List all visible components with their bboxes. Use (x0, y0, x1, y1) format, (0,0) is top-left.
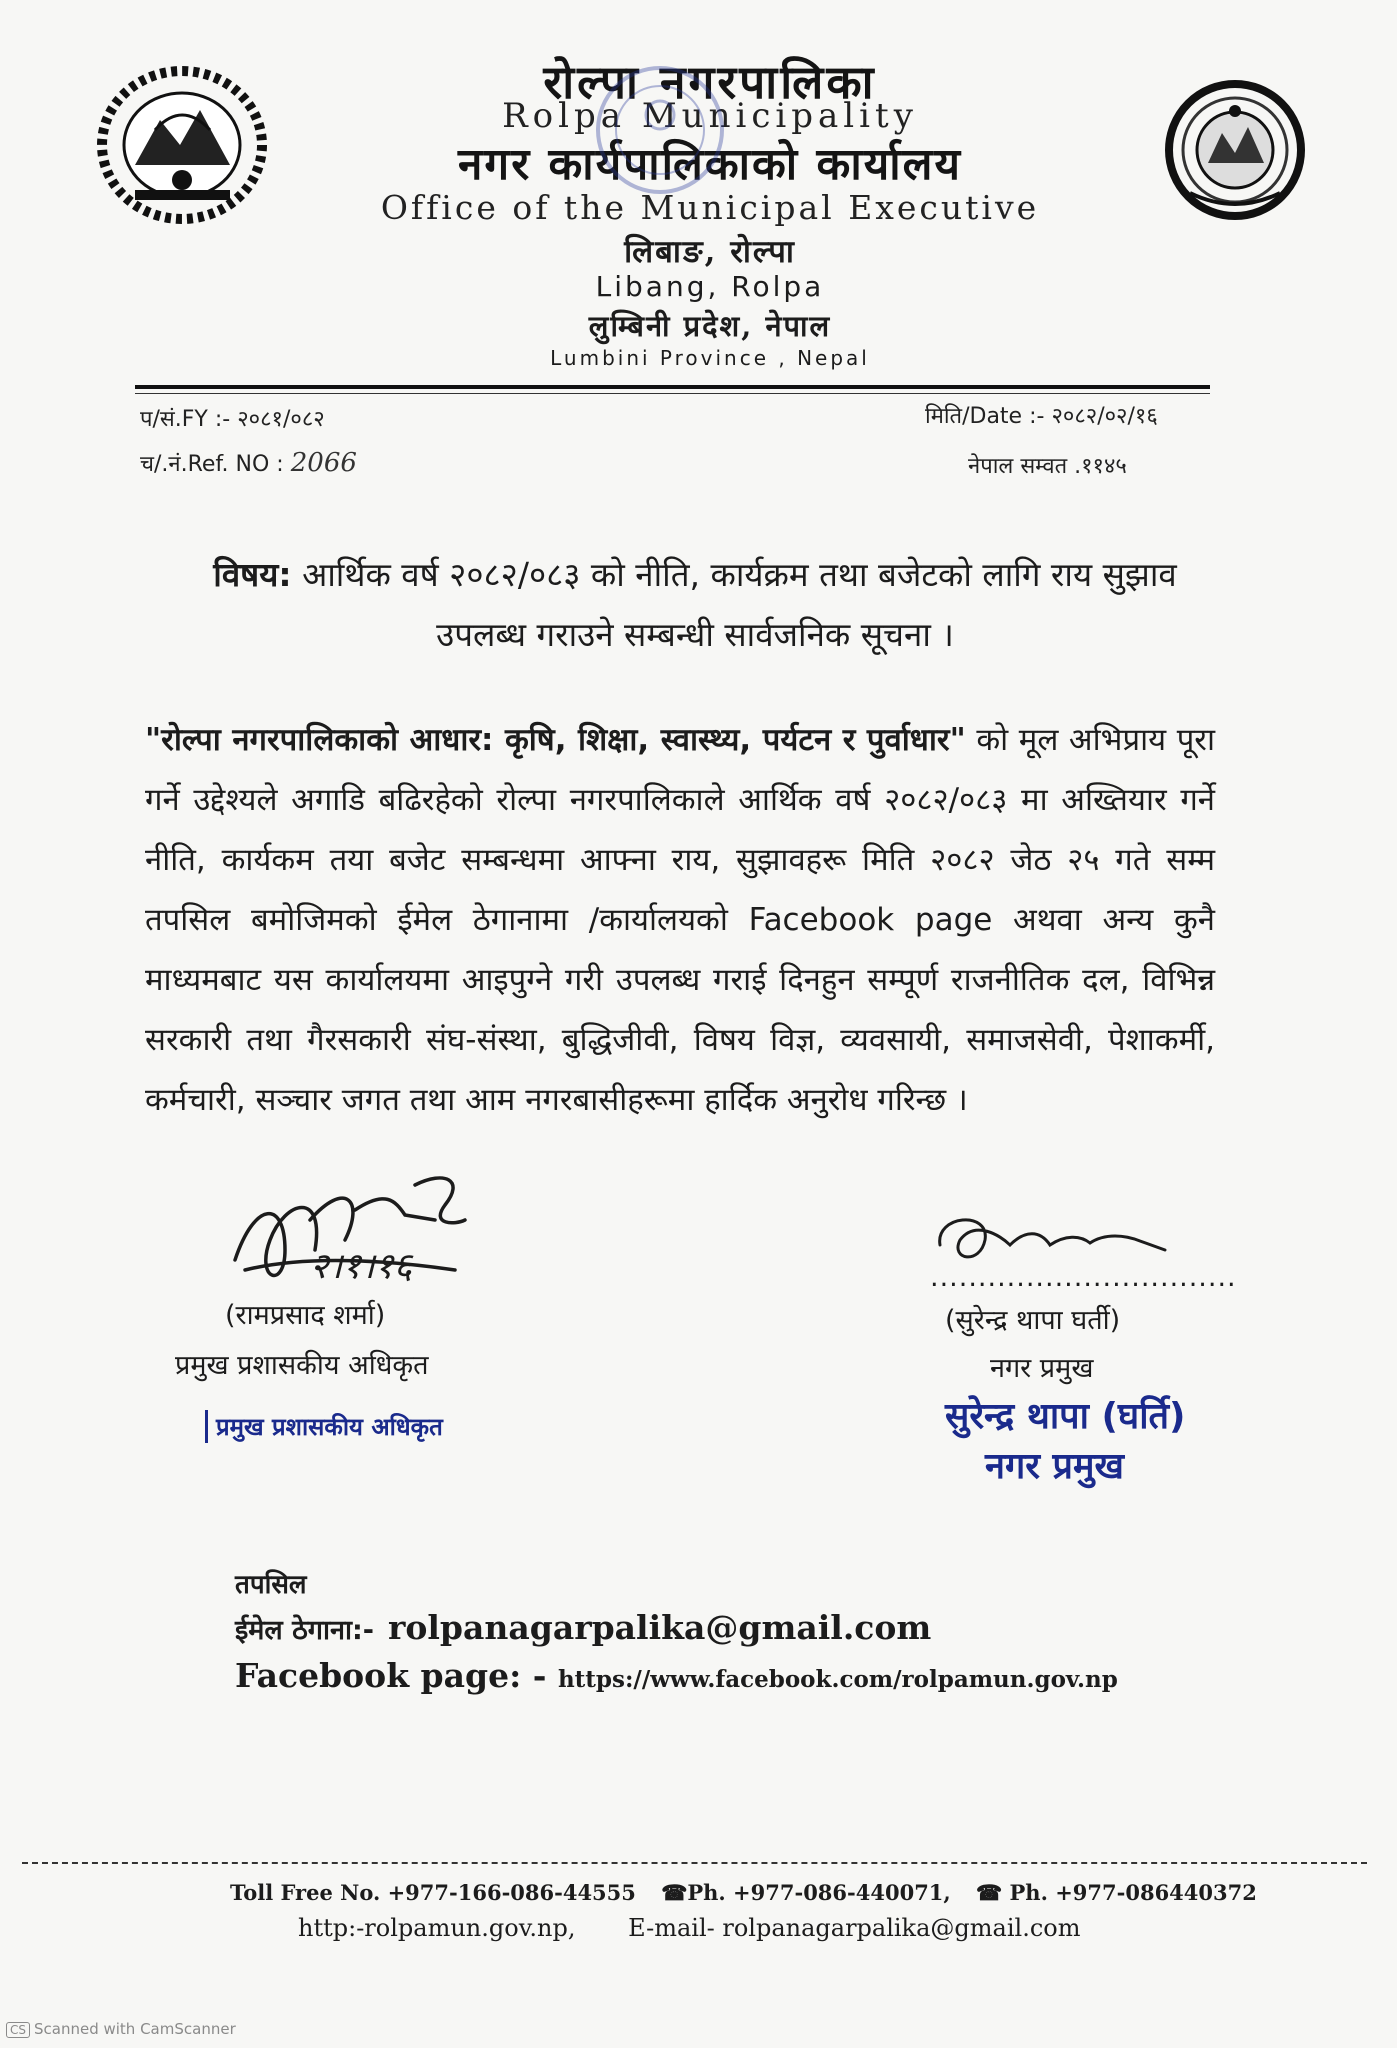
nepal-sambat: नेपाल सम्वत .११४५ (968, 454, 1127, 479)
right-signature-dots: ................................ (930, 1262, 1237, 1293)
left-stamp (205, 1410, 443, 1443)
scanner-watermark (6, 2020, 236, 2038)
subject-line-1: आर्थिक वर्ष २०८२/०८३ को नीति, कार्यक्रम तथा बजेटको लागि राय सुझाव (302, 555, 1177, 594)
subject-line-2: उपलब्ध गराउने सम्बन्धी सार्वजनिक सूचना । (436, 615, 954, 654)
facebook-label: Facebook page: - (235, 1656, 547, 1695)
municipality-logo-icon (1160, 75, 1310, 220)
date-label: मिति/Date :- (925, 404, 1045, 429)
subject (140, 545, 1250, 665)
footer-web (298, 1914, 1125, 1942)
letterhead-province-english: Lumbini Province , Nepal (550, 346, 870, 370)
footer-website[interactable]: http:-rolpamun.gov.np, (298, 1914, 576, 1942)
issue-date (925, 400, 1158, 430)
left-signature-date: २।१।१६ (310, 1246, 413, 1287)
facebook-link[interactable]: https://www.facebook.com/rolpamun.gov.np (557, 1666, 1118, 1693)
letterhead-divider-thin (135, 393, 1210, 394)
footer-phones (230, 1880, 1275, 1905)
email-link[interactable]: rolpanagarpalika@gmail.com (387, 1608, 932, 1647)
details-email (235, 1608, 931, 1647)
subject-label: विषय: (213, 555, 292, 594)
details-facebook (235, 1656, 1118, 1695)
footer-toll-free: Toll Free No. +977-166-086-44555 (230, 1880, 636, 1905)
date-value: २०८२/०२/१६ (1051, 404, 1158, 429)
body-lead-quote: "रोल्पा नगरपालिकाको आधार: कृषि, शिक्षा, स्वास्थ्य, पर्यटन र पुर्वाधार" (145, 722, 966, 758)
notice-body (145, 710, 1215, 1130)
left-signatory-title: प्रमुख प्रशासकीय अधिकृत (175, 1350, 429, 1381)
footer-phone-1: ☎Ph. +977-086-440071, (661, 1880, 951, 1905)
scanner-text: Scanned with CamScanner (34, 2020, 236, 2038)
right-signatory-name: (सुरेन्द्र थापा घर्ती) (945, 1305, 1121, 1336)
details-heading: तपसिल (235, 1570, 307, 1600)
reference-label: च/.नं.Ref. NO : (140, 452, 284, 477)
right-stamp-name: सुरेन्द्र थापा (घर्ति) (945, 1396, 1186, 1437)
reference-value: 2066 (290, 448, 357, 478)
left-stamp-text: प्रमुख प्रशासकीय अधिकृत (216, 1413, 443, 1441)
reference-number (140, 448, 357, 478)
letterhead-name-english: Rolpa Municipality (502, 96, 918, 136)
right-signatory-title: नगर प्रमुख (990, 1353, 1094, 1384)
letterhead-divider (135, 385, 1210, 389)
camscanner-icon: CS (6, 2022, 30, 2038)
body-text: को मूल अभिप्राय पूरा गर्ने उद्देश्यले अगाडि बढिरहेको रोल्पा नगरपालिकाले आर्थिक वर्ष २०८२/०८३ मा अख्तियार गर्ने नीति, कार्यकम तया बजेट सम्बन्धमा आफ्ना राय, सुझावहरू मिति २०८२ जेठ २५ गते सम्म तपसिल बमोजिमको ईमेल ठेगानामा /कार्यालयको Facebook page अथवा अन्य कुनै माध्यमबाट यस कार्यालयमा आइपुग्ने गरी उपलब्ध गराई दिनहुन सम्पूर्ण राजनीतिक दल, विभिन्न सरकारी तथा गैरसकारी संघ-संस्था, बुद्धिजीवी, विषय विज्ञ, व्यवसायी, समाजसेवी, पेशाकर्मी, कर्मचारी, सञ्चार जगत तथा आम नगरबासीहरूमा हार्दिक अनुरोध गरिन्छ । (145, 722, 1216, 1118)
letterhead-place-english: Libang, Rolpa (595, 270, 825, 303)
office-seal-icon (590, 60, 730, 200)
letterhead-province-nepali: लुम्बिनी प्रदेश, नेपाल (588, 309, 832, 343)
letterhead-name-nepali: रोल्पा नगरपालिका (543, 55, 877, 109)
letterhead-office-nepali: नगर कार्यपालिकाको कार्यालय (458, 139, 962, 190)
left-signatory-name: (रामप्रसाद शर्मा) (225, 1300, 386, 1331)
letterhead-place-nepali: लिबाङ, रोल्पा (624, 234, 796, 270)
fiscal-year (140, 403, 325, 433)
fiscal-year-value: २०८१/०८२ (237, 407, 325, 432)
footer-phone-2: ☎ Ph. +977-086440372 (976, 1880, 1257, 1905)
footer-email[interactable]: E-mail- rolpanagarpalika@gmail.com (628, 1914, 1081, 1942)
email-label: ईमेल ठेगाना:- (235, 1615, 374, 1646)
footer-divider (22, 1862, 1367, 1864)
fiscal-year-label: प/सं.FY :- (140, 407, 231, 432)
right-stamp-title: नगर प्रमुख (985, 1446, 1124, 1487)
letterhead-office-english: Office of the Municipal Executive (380, 188, 1040, 227)
